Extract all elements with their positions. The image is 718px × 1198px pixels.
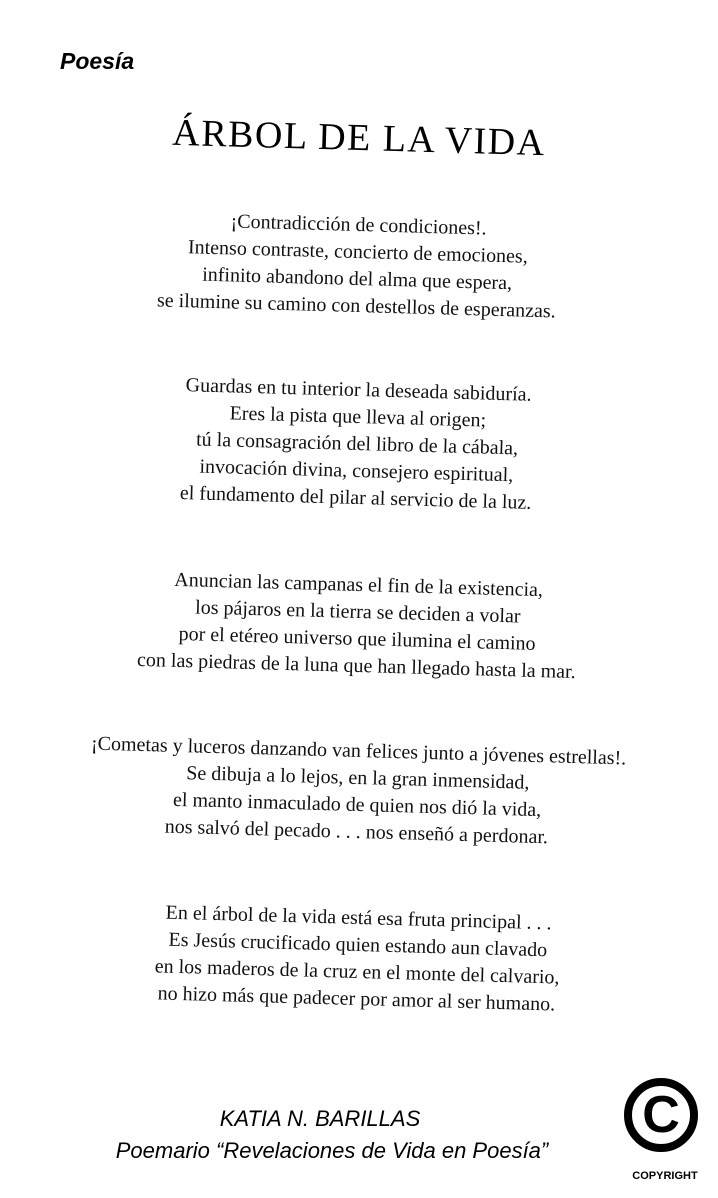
stanza-1 [0, 202, 718, 330]
poem-line: En el árbol de la vida está esa fruta principal . . . [165, 901, 552, 935]
copyright-icon: C [624, 1078, 698, 1152]
poem-line: Anuncian las campanas el fin de la existencia, [174, 568, 544, 602]
poem-line: con las piedras de la luna que han llegado hasta la mar. [136, 648, 576, 684]
copyright-label: COPYRIGHT [632, 1170, 698, 1182]
section-label: Poesía [60, 48, 135, 74]
poem-line: Es Jesús crucificado quien estando aun clavado [168, 928, 548, 962]
poem-line: el manto inmaculado de quien nos dió la vida, [172, 788, 542, 822]
poem-line: ¡Cometas y luceros danzando van felices junto a jóvenes estrellas!. [90, 732, 627, 770]
copyright-mark [620, 1076, 710, 1186]
poem-line: se ilumine su camino con destellos de esperanzas. [156, 289, 556, 323]
stanza-5 [0, 895, 718, 1023]
poem-title: ÁRBOL DE LA VIDA [171, 111, 547, 165]
book-title: Poemario “Revelaciones de Vida en Poesía” [115, 1138, 549, 1163]
poem-line: en los maderos de la cruz en el monte del calvario, [154, 955, 560, 989]
poem-line: los pájaros en la tierra se deciden a volar [194, 596, 521, 628]
poem-line: por el etéreo universo que ilumina el camino [178, 622, 536, 655]
poem-line: no hizo más que padecer por amor al ser humano. [157, 982, 556, 1016]
author-name: KATIA N. BARILLAS [219, 1106, 421, 1131]
stanza-2 [0, 367, 718, 522]
poem-line: Eres la pista que lleva al origen; [229, 402, 487, 432]
poem-line: el fundamento del pilar al servicio de la luz. [179, 482, 532, 514]
poem-line: ¡Contradicción de condiciones!. [230, 210, 487, 240]
stanza-3 [0, 562, 718, 690]
poem-line: Guardas en tu interior la deseada sabiduría. [185, 374, 532, 406]
poem-line: tú la consagración del libro de la cábala, [195, 428, 519, 460]
stanza-4 [0, 728, 718, 856]
poem-line: Se dibuja a lo lejos, en la gran inmensidad, [186, 762, 530, 794]
poem-line: invocación divina, consejero espiritual, [199, 455, 514, 487]
poem-line: Intenso contraste, concierto de emociones, [187, 236, 529, 268]
poem-line: infinito abandono del alma que espera, [201, 263, 513, 295]
poem-line: nos salvó del pecado . . . nos enseñó a perdonar. [164, 815, 549, 849]
